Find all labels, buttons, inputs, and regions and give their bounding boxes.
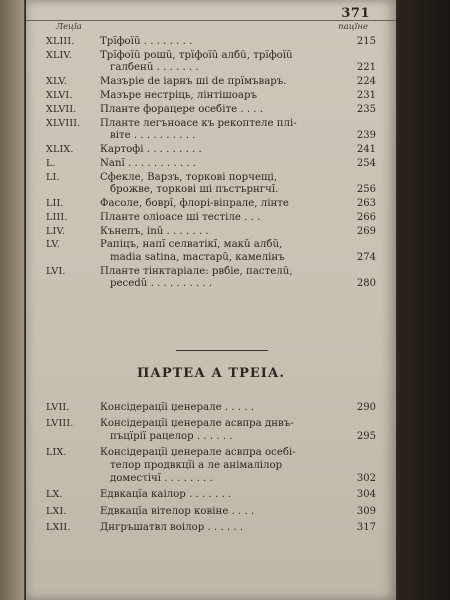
page-reference: 221	[356, 62, 376, 74]
chapter-title: Консідерацїі џенерале асвпра осебі-	[100, 447, 296, 459]
book-cover-shadow	[398, 0, 450, 600]
chapter-number: XLVII.	[46, 103, 77, 115]
chapter-number: XLVIII.	[46, 117, 81, 129]
previous-page-edge	[0, 0, 25, 600]
chapter-title: Трїфоїŭ . . . . . . . .	[100, 36, 193, 47]
chapter-title: Nanĭ . . . . . . . . . . .	[100, 157, 197, 169]
part-heading: ПАРТЕА А ТРЕІА.	[136, 366, 285, 381]
chapter-title: Едвкацїа каілор . . . . . . .	[100, 489, 232, 501]
page-reference: 256	[356, 184, 376, 196]
page-reference: 215	[356, 36, 376, 47]
page-reference: 241	[356, 144, 376, 155]
column-header-page: пацїне	[338, 22, 368, 32]
page-reference: 239	[356, 130, 376, 142]
page-reference: 280	[356, 278, 376, 290]
chapter-title-continued: галбенŭ . . . . . . .	[110, 62, 199, 74]
chapter-number: LIII.	[46, 211, 68, 223]
chapter-title: Трїфоїŭ рошŭ, трїфоїŭ албŭ, трїфоїŭ	[100, 49, 293, 61]
chapter-title: Рапіцъ, напĭ селватікĭ, макŭ албŭ,	[100, 239, 283, 251]
chapter-title-continued: брожве, торкові ші пъстърнгчĭ.	[110, 184, 279, 196]
page-reference: 317	[356, 521, 376, 533]
chapter-number: LIV.	[46, 225, 66, 237]
page-reference: 254	[356, 157, 376, 169]
chapter-title: Мазъре нестрiць, лiнтiшоаръ	[100, 90, 257, 101]
book-page	[26, 0, 396, 600]
chapter-title: Планте форацере осебіте . . . .	[100, 103, 264, 115]
header-rule	[26, 20, 396, 21]
chapter-title-continued: madia satina, mастарŭ, камелінъ	[110, 251, 285, 263]
part-divider-rule	[176, 350, 268, 351]
chapter-title: Планте тінктаріале: рвбіе, пастелŭ,	[100, 265, 293, 277]
chapter-title: Планте оліоасе ші тестіле . . .	[100, 211, 261, 223]
chapter-title: Днгръшатвл воілор . . . . . .	[100, 521, 244, 533]
chapter-number: L.	[46, 157, 56, 169]
chapter-number: LV.	[46, 239, 61, 251]
page-reference: 295	[356, 431, 376, 443]
chapter-title: Едвкацїа вітелор ковіне . . . .	[100, 505, 255, 517]
chapter-number: LVIII.	[46, 418, 74, 430]
chapter-title: Мазъріе de іарнъ ші de прїмъвaръ.	[100, 76, 287, 88]
page-reference: 263	[356, 198, 376, 209]
page-reference: 269	[356, 225, 376, 237]
chapter-number: LXI.	[46, 505, 67, 517]
page-reference: 231	[356, 90, 376, 101]
chapter-number: LIX.	[46, 447, 67, 459]
page-reference: 266	[356, 211, 376, 223]
chapter-number: XLVI.	[46, 90, 73, 101]
chapter-number: XLIV.	[46, 49, 73, 61]
chapter-number: LX.	[46, 489, 63, 501]
chapter-title-continued: ресеdŭ . . . . . . . . . .	[110, 278, 213, 290]
page-reference: 235	[356, 103, 376, 115]
chapter-title: Планте легънoасе къ рекоптеле плі-	[100, 117, 297, 129]
chapter-title-continued: домесτічĭ . . . . . . . .	[110, 472, 213, 484]
chapter-number: XLIII.	[46, 36, 75, 47]
chapter-number: XLIX.	[46, 144, 74, 155]
chapter-title: Сфекле, Варзъ, торкові порчещі,	[100, 171, 277, 183]
chapter-number: LVI.	[46, 265, 66, 277]
column-header-chapter: Лецїа	[56, 22, 82, 32]
chapter-number: LII.	[46, 198, 64, 209]
chapter-number: LXII.	[46, 521, 71, 533]
chapter-title-continued: віте . . . . . . . . . .	[110, 130, 196, 142]
page-number: 371	[341, 6, 370, 21]
page-reference: 309	[356, 505, 376, 517]
chapter-title-continued: телор продвкцїі а ле анімалілор	[110, 460, 283, 472]
page-reference: 302	[356, 472, 376, 484]
chapter-number: LVII.	[46, 402, 70, 413]
chapter-title: Фасоле, боврĭ, флорі-віпрале, лінте	[100, 198, 289, 209]
page-reference: 304	[356, 489, 376, 501]
page-reference: 224	[356, 76, 376, 88]
chapter-title: Картофі . . . . . . . . .	[100, 144, 202, 155]
chapter-number: LI.	[46, 171, 60, 183]
chapter-title-continued: пъцїрії рацелор . . . . . .	[110, 431, 233, 443]
chapter-title: Консідерацїі џенерале асвпра днвъ-	[100, 418, 294, 430]
chapter-title: Кънепъ, inŭ . . . . . . .	[100, 225, 209, 237]
page-reference: 274	[356, 251, 376, 263]
chapter-title: Консідерацїі џенерале . . . . .	[100, 402, 254, 413]
chapter-number: XLV.	[46, 76, 67, 88]
page-reference: 290	[356, 402, 376, 413]
